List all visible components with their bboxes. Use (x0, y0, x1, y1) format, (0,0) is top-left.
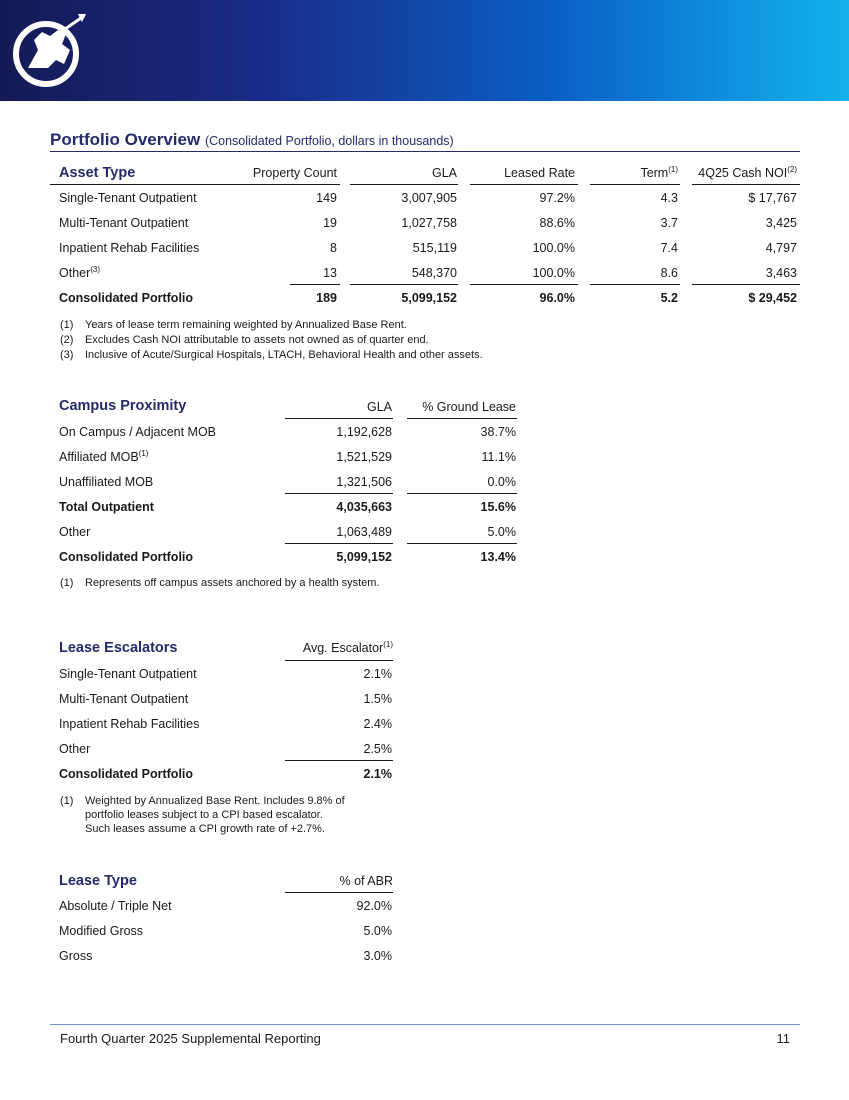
lease-type-title: Lease Type (59, 873, 137, 889)
header-gla: GLA (366, 400, 392, 414)
header-leased-rate: Leased Rate (504, 166, 575, 180)
header-ground-lease: % Ground Lease (422, 400, 516, 414)
portfolio-overview-title (50, 130, 454, 150)
header-avg-escalator: Avg. Escalator$^{(1)}$ (302, 640, 393, 655)
header-cash-noi: 4Q25 Cash NOI$^{(2)}$ (698, 165, 797, 180)
header-term: Term$^{(1)}$ (640, 165, 678, 180)
header-asset-type: Asset Type (59, 165, 136, 181)
header-banner (0, 0, 849, 101)
footer-title: Fourth Quarter 2025 Supplemental Reporting (60, 1031, 321, 1046)
header-property-count: Property Count (252, 166, 337, 180)
campus-proximity-title: Campus Proximity (59, 398, 187, 414)
title-divider (50, 151, 800, 152)
header-abr: % of ABR (339, 874, 393, 888)
page-number: 11 (776, 1031, 790, 1046)
lease-escalators-title: Lease Escalators (59, 640, 178, 656)
page-subtitle: (Consolidated Portfolio, dollars in thousands) (204, 134, 454, 148)
centaur-logo-icon (8, 10, 88, 90)
page-title: Portfolio Overview (50, 130, 201, 149)
footer-divider (50, 1024, 800, 1025)
header-gla: GLA (431, 166, 457, 180)
